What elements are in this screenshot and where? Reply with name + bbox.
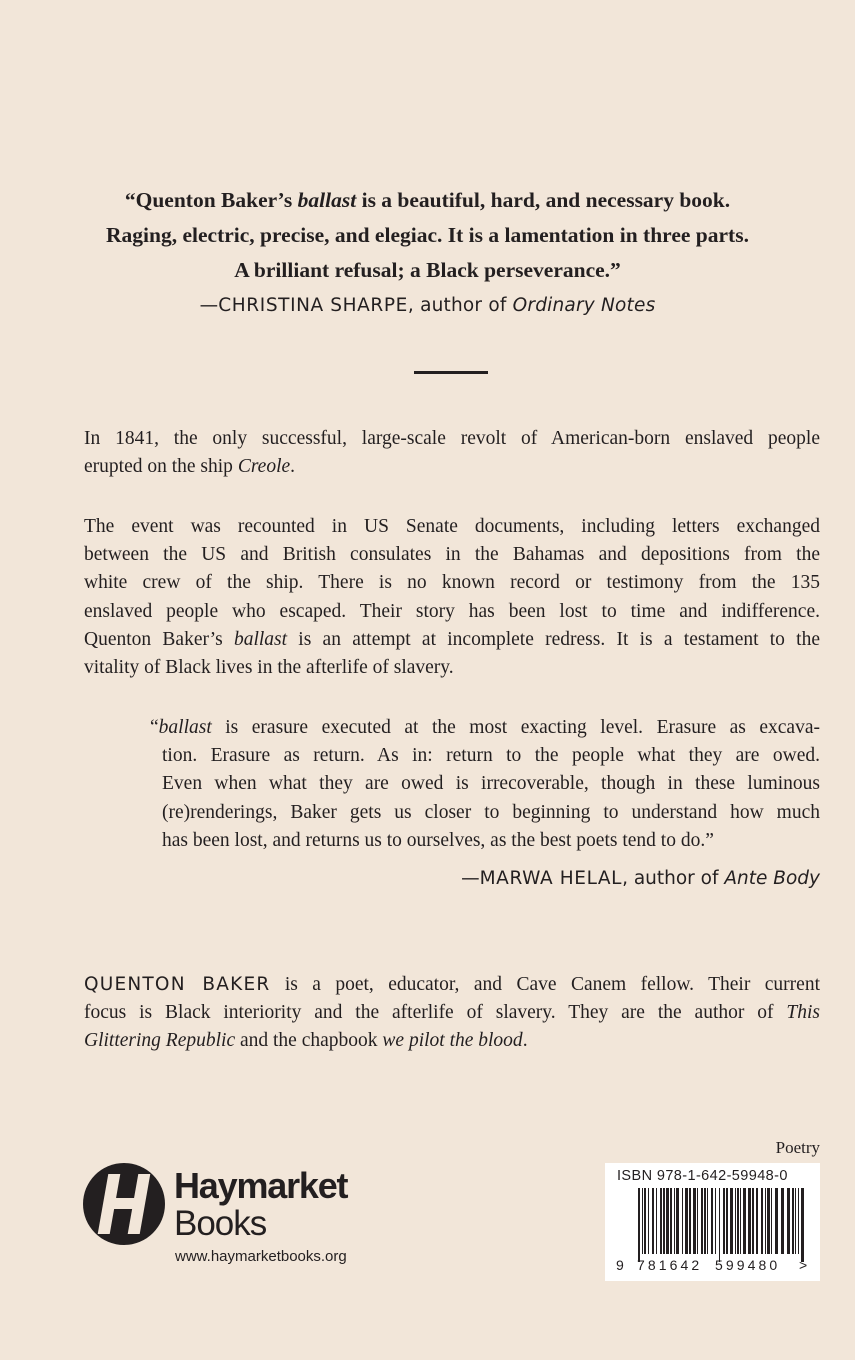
attribution-name: CHRISTINA SHARPE xyxy=(218,295,408,316)
ship-name: Creole xyxy=(237,456,291,478)
barcode-bar xyxy=(682,1188,683,1254)
barcode-bar xyxy=(795,1188,796,1254)
barcode-digit-lead: 9 xyxy=(616,1257,624,1273)
publisher-url: www.haymarketbooks.org xyxy=(175,1248,347,1265)
barcode-digits-right: 599480 xyxy=(715,1257,781,1273)
barcode-bar xyxy=(652,1188,654,1254)
barcode-bar xyxy=(801,1188,804,1262)
barcode-bar xyxy=(767,1188,770,1254)
barcode-bar xyxy=(735,1188,736,1254)
barcode-bar xyxy=(723,1188,725,1254)
haymarket-logo-icon xyxy=(82,1161,166,1252)
barcode-bar xyxy=(748,1188,751,1254)
barcode-bar xyxy=(704,1188,706,1254)
barcode-bar xyxy=(644,1188,646,1254)
barcode-bar xyxy=(715,1188,716,1254)
barcode-bar xyxy=(656,1188,657,1254)
genre-label: Poetry xyxy=(775,1138,820,1157)
attribution-work: Ante Body xyxy=(724,868,820,889)
second-blurb-quote: “ballast is erasure executed at the most exacting level. Erasure as excava- tion. Erasure as return. As in: return to the people what they are owed. Even when what they are owed is irrecoverable, though in these luminous (re)renderings, Baker gets us closer to beginning to understand how much has been lost, and returns us to ourselves, as the best poets tend to do.” xyxy=(150,717,820,851)
barcode-bar xyxy=(737,1188,739,1254)
barcode-bar xyxy=(792,1188,794,1254)
attribution-work: Ordinary Notes xyxy=(512,295,656,316)
barcode-bar xyxy=(648,1188,649,1254)
barcode-digit-tail: > xyxy=(799,1257,808,1273)
barcode-bar xyxy=(787,1188,790,1254)
top-blurb-line-3: A brilliant refusal; a Black perseverance.” xyxy=(234,258,621,282)
barcode-digits-left: 781642 xyxy=(637,1257,703,1273)
top-blurb-line-2: Raging, electric, precise, and elegiac. It is a lamentation in three parts. xyxy=(106,223,749,247)
barcode-bar xyxy=(740,1188,741,1254)
section-divider xyxy=(414,371,488,374)
author-bio: QUENTON BAKER is a poet, educator, and Cave Canem fellow. Their current focus is Black interiority and the afterlife of slavery. They are the author of This Glittering Republic and the chapbook we pilot the blood. xyxy=(84,974,820,1052)
barcode-bar xyxy=(676,1188,679,1254)
barcode-bar xyxy=(674,1188,675,1254)
barcode-bar xyxy=(798,1188,799,1254)
description-paragraph-1: In 1841, the only successful, large-scale revolt of American-born enslaved people erupted on the ship Creole. xyxy=(84,428,820,478)
barcode-bar xyxy=(719,1188,720,1262)
barcode-bar xyxy=(771,1188,772,1254)
description-paragraph-2: The event was recounted in US Senate documents, including letters exchanged between the US and British consulates in the Bahamas and depositions from the white crew of the ship. There is no known record or testimony from the 135 enslaved people who escaped. Their story has been lost to time and indifference. Quenton Baker’s ballast is an attempt at incomplete redress. It is a testament to the vitality of Black lives in the afterlife of slavery. xyxy=(84,516,820,679)
barcode-bar xyxy=(756,1188,758,1254)
barcode-bar xyxy=(663,1188,665,1254)
book-title: ballast xyxy=(233,628,288,650)
barcode-bar xyxy=(743,1188,746,1254)
book-title: ballast xyxy=(158,717,212,738)
barcode-bar xyxy=(666,1188,669,1254)
barcode-bar xyxy=(685,1188,688,1254)
barcode-bar xyxy=(781,1188,784,1254)
top-blurb-line-1: “Quenton Baker’s ballast is a beautiful, hard, and necessary book. xyxy=(124,188,731,212)
barcode-bar xyxy=(701,1188,703,1254)
isbn-label: ISBN 978-1-642-59948-0 xyxy=(617,1168,788,1184)
isbn-barcode xyxy=(605,1163,820,1281)
barcode-bar xyxy=(660,1188,662,1254)
book-title: ballast xyxy=(297,188,357,212)
barcode-bar xyxy=(752,1188,754,1254)
barcode-bar xyxy=(711,1188,713,1254)
barcode-bar xyxy=(761,1188,763,1254)
top-blurb-quote xyxy=(60,183,795,288)
barcode-bar xyxy=(730,1188,733,1254)
attribution-name: MARWA HELAL xyxy=(479,868,623,889)
barcode-bar xyxy=(726,1188,728,1254)
barcode-bar xyxy=(642,1188,643,1254)
barcode-bar xyxy=(765,1188,766,1254)
barcode-bar xyxy=(707,1188,708,1254)
barcode-bar xyxy=(693,1188,696,1254)
publisher-name-line-1: Haymarket xyxy=(174,1165,348,1206)
barcode-bar xyxy=(638,1188,640,1262)
publisher-name-line-2: Books xyxy=(174,1204,267,1243)
author-name: QUENTON BAKER xyxy=(84,974,271,995)
barcode-bar xyxy=(697,1188,698,1254)
barcode-bar xyxy=(670,1188,672,1254)
barcode-bar xyxy=(689,1188,691,1254)
barcode-bar xyxy=(775,1188,778,1254)
top-blurb-attribution: —CHRISTINA SHARPE, author of Ordinary Notes xyxy=(199,295,656,316)
second-blurb-attribution: —MARWA HELAL, author of Ante Body xyxy=(461,868,820,889)
